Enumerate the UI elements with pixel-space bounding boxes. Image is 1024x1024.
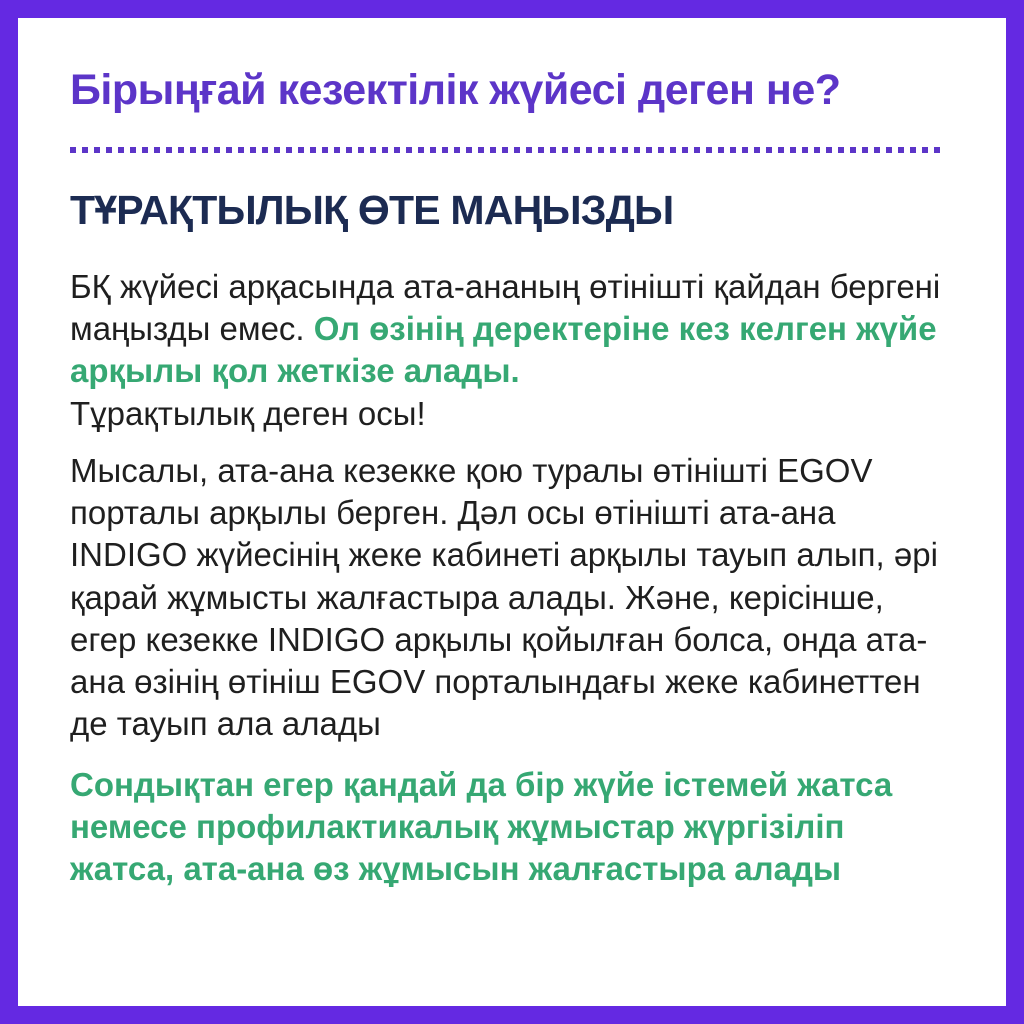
paragraph-run-green: Ол өзінің деректеріне кез келген жүйе арқылы қол жеткізе алады. xyxy=(70,310,937,390)
body-text xyxy=(70,266,942,890)
paragraph-stability xyxy=(70,266,942,435)
page-title: Бірыңғай кезектілік жүйесі деген не? xyxy=(70,66,841,114)
paragraph-run-normal-1: БҚ жүйесі арқасында ата-ананың өтінішті қайдан бергені маңызды емес. xyxy=(70,268,941,348)
paragraph-example: Мысалы, ата-ана кезекке қою туралы өтінішті EGOV порталы арқылы берген. Дәл осы өтінішті ата-ана INDIGO жүйесінің жеке кабинеті арқылы тауып алып, әрі қарай жұмысты жалғастыра алады. Және, керісінше, егер кезекке INDIGO арқылы қойылған болса, онда ата-ана өзінің өтініш EGOV порталындағы жеке кабинеттен де тауып ала алады xyxy=(70,451,938,743)
paragraph-conclusion: Сондықтан егер қандай да бір жүйе істемей жатса немесе профилактикалық жұмыстар жүргізіліп жатса, ата-ана өз жұмысын жалғастыра алады xyxy=(70,765,893,888)
content-card xyxy=(18,18,1006,1006)
dotted-divider xyxy=(70,147,942,153)
section-heading: ТҰРАҚТЫЛЫҚ ӨТЕ МАҢЫЗДЫ xyxy=(70,187,674,233)
paragraph-run-normal-2: Тұрақтылық деген осы! xyxy=(70,394,426,432)
